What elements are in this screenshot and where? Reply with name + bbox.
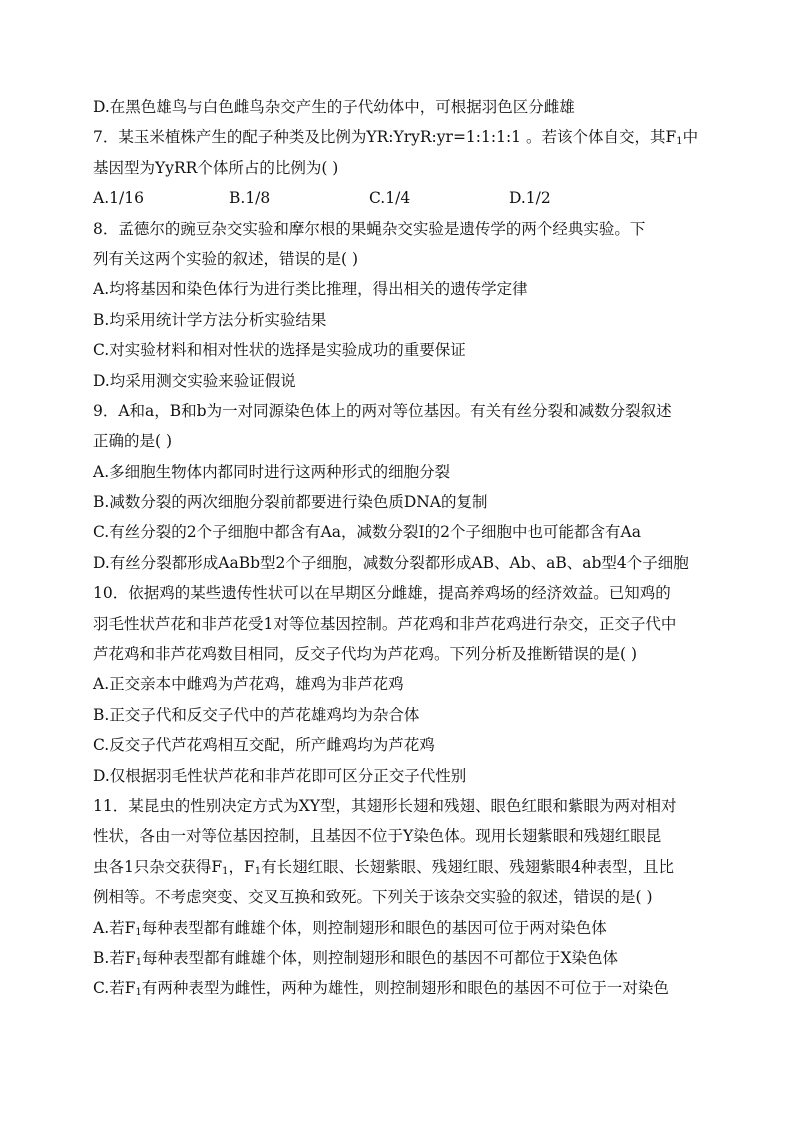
q7-option-a: A.1/16 (93, 189, 144, 208)
q7-stem-line2: 基因型为YyRR个体所占的比例为( ) (93, 158, 339, 177)
q8-option-a: A.均将基因和染色体行为进行类比推理，得出相关的遗传学定律 (93, 280, 528, 299)
q10-option-c: C.反交子代芦花鸡相互交配，所产雌鸡均为芦花鸡 (93, 736, 435, 755)
q11-stem-line4: 例相等。不考虑突变、交叉互换和致死。下列关于该杂交实验的叙述，错误的是( ) (93, 888, 653, 907)
q7-option-d: D.1/2 (509, 189, 551, 208)
q11-option-c: C.若$F_1$有两种表型为雌性，两种为雄性，则控制翅形和眼色的基因不可位于一对染色 (93, 979, 669, 999)
q10-stem-line2: 羽毛性状芦花和非芦花受1对等位基因控制。芦花鸡和非芦花鸡进行杂交，正交子代中 (93, 614, 677, 633)
q10-option-a: A.正交亲本中雌鸡为芦花鸡，雄鸡为非芦花鸡 (93, 675, 404, 694)
q6-option-d: D.在黑色雄鸟与白色雌鸟杂交产生的子代幼体中，可根据羽色区分雌雄 (93, 98, 575, 116)
q7-option-c: C.1/4 (369, 189, 411, 208)
q7-stem-line1: 7．某玉米植株产生的配子种类及比例为YR:YryR:yr=1:1:1:1 。若该个体自交，其$F_1$中 (93, 128, 699, 148)
q8-option-c: C.对实验材料和相对性状的选择是实验成功的重要保证 (93, 341, 466, 360)
q9-stem-line2: 正确的是( ) (93, 432, 173, 451)
q7-options (93, 183, 705, 213)
q11-stem-line1: 11．某昆虫的性别决定方式为XY型，其翅形长翅和残翅、眼色红眼和紫眼为两对相对 (93, 796, 677, 815)
q9-option-a: A.多细胞生物体内都同时进行这两种形式的细胞分裂 (93, 462, 451, 481)
q11-option-a: A.若$F_1$每种表型都有雌雄个体，则控制翅形和眼色的基因可位于两对染色体 (93, 918, 607, 938)
q11-stem-line2: 性状，各由一对等位基因控制，且基因不位于Y染色体。现用长翅紫眼和残翅红眼昆 (93, 827, 662, 846)
q8-stem-line2: 列有关这两个实验的叙述，错误的是( ) (93, 249, 359, 268)
q10-option-d: D.仅根据羽毛性状芦花和非芦花即可区分正交子代性别 (93, 766, 467, 785)
q9-option-d: D.有丝分裂都形成AaBb型2个子细胞，减数分裂都形成AB、Ab、aB、ab型4个子细胞 (93, 553, 689, 572)
q9-stem-line1: 9．A和a，B和b为一对同源染色体上的两对等位基因。有关有丝分裂和减数分裂叙述 (93, 401, 672, 420)
q10-option-b: B.正交子代和反交子代中的芦花雄鸡均为杂合体 (93, 705, 420, 724)
q7-option-b: B.1/8 (229, 189, 271, 208)
q10-stem-line3: 芦花鸡和非芦花鸡数目相同，反交子代均为芦花鸡。下列分析及推断错误的是( ) (93, 645, 638, 664)
q9-option-b: B.减数分裂的两次细胞分裂前都要进行染色质DNA的复制 (93, 493, 488, 512)
q8-stem-line1: 8．孟德尔的豌豆杂交实验和摩尔根的果蝇杂交实验是遗传学的两个经典实验。下 (93, 219, 646, 238)
exam-page (93, 92, 705, 1004)
q11-stem-line3: 虫各1只杂交获得$F_1$，$F_1$有长翅红眼、长翅紫眼、残翅红眼、残翅紫眼4种表型，且比 (93, 857, 675, 877)
q10-stem-line1: 10．依据鸡的某些遗传性状可以在早期区分雌雄，提高养鸡场的经济效益。已知鸡的 (93, 584, 671, 603)
q9-option-c: C.有丝分裂的2个子细胞中都含有Aa，减数分裂Ⅰ的2个子细胞中也可能都含有Aa (93, 523, 641, 542)
q8-option-b: B.均采用统计学方法分析实验结果 (93, 310, 327, 329)
q11-option-b: B.若$F_1$每种表型都有雌雄个体，则控制翅形和眼色的基因不可都位于X染色体 (93, 948, 618, 968)
q8-option-d: D.均采用测交实验来验证假说 (93, 371, 296, 390)
